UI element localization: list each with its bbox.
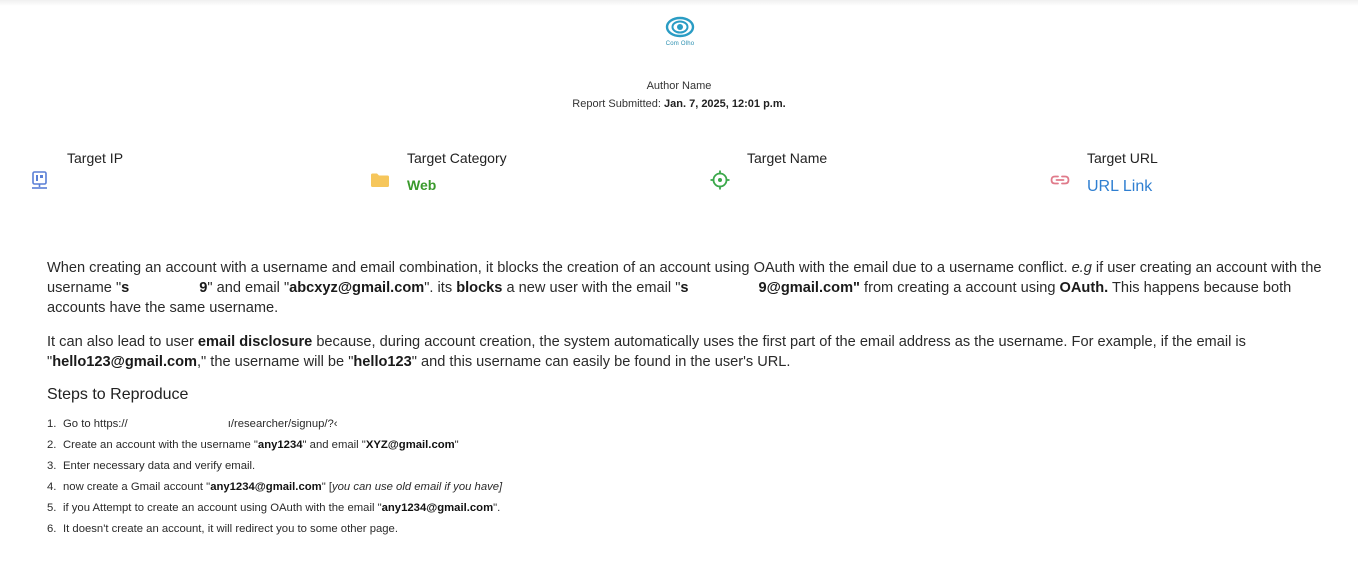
step-2-username: any1234 [257,439,303,451]
p1-text-5: a new user with the email " [502,280,681,296]
author-name: Author Name [646,80,712,92]
crosshair-icon [710,170,730,190]
server-icon [30,170,50,190]
target-name-label: Target Name [747,150,828,166]
step-number: 3. [47,460,57,472]
folder-icon [370,170,390,190]
step-3-text: Enter necessary data and verify email. [63,460,256,472]
step-2-text-c: " [454,439,459,451]
step-5-text-a: if you Attempt to create an account using OAuth with the email " [63,502,382,514]
p1-email-2-start: s [680,280,689,296]
step-item [47,477,502,498]
eye-logo-icon [665,16,695,40]
logo-text: Com Olho [665,41,695,47]
step-number: 1. [47,418,57,430]
step-1-text-a: Go to https:// [63,418,128,430]
report-submitted [0,98,1358,110]
top-bar [0,0,1358,6]
p2-text-3: ," the username will be " [197,354,354,370]
description-paragraph-1 [47,258,1337,318]
step-4-email: any1234@gmail.com [210,481,322,493]
step-2-text-b: " and email " [302,439,366,451]
p2-text-2: because, during account creation, the system automatically uses the first part of the email address as the username. For example, if the email is " [47,334,1246,370]
step-2-email: XYZ@gmail.com [365,439,455,451]
step-item [47,435,502,456]
p1-eg: e.g [1071,260,1092,276]
target-ip [30,150,330,210]
p1-username-end: 9 [199,280,208,296]
company-logo[interactable] [660,16,700,47]
target-category-label: Target Category [407,150,507,166]
submitted-date: Jan. 7, 2025, 12:01 p.m. [664,98,786,110]
p2-email: hello123@gmail.com [52,354,197,370]
p1-username-start: s [121,280,130,296]
description-paragraph-2 [47,332,1337,372]
p1-text-7: This happens because both accounts have the same username. [47,280,1292,316]
step-item [47,456,502,477]
step-4-note: you can use old email if you have] [331,481,503,493]
step-number: 2. [47,439,57,451]
target-url [1050,150,1350,210]
p1-text-2: if user creating an account with the username " [47,260,1322,296]
p2-text-1: It can also lead to user [47,334,198,350]
steps-list [47,414,502,540]
step-4-text-b: " [ [321,481,332,493]
step-2-text-a: Create an account with the username " [63,439,258,451]
p1-text-1: When creating an account with a username and email combination, it blocks the creation of an account using OAuth with the email due to a username conflict. [47,260,1072,276]
target-url-label: Target URL [1087,150,1158,166]
p2-email-disclosure: email disclosure [197,334,313,350]
submitted-label: Report Submitted: [572,98,661,110]
p1-blocks: blocks [456,280,503,296]
target-category-value: Web [407,177,437,193]
p2-username: hello123 [353,354,412,370]
target-category [370,150,670,210]
target-url-link[interactable]: URL Link [1087,178,1153,195]
step-item [47,498,502,519]
p1-email-1: abcxyz@gmail.com [289,280,425,296]
step-4-text-a: now create a Gmail account " [63,481,211,493]
step-item [47,414,502,435]
step-number: 4. [47,481,57,493]
p1-text-3: " and email " [207,280,290,296]
p1-oauth: OAuth. [1059,280,1109,296]
step-item [47,519,502,540]
p1-text-6: from creating a account using [859,280,1060,296]
step-5-text-b: ". [493,502,501,514]
target-name [710,150,1010,210]
step-number: 5. [47,502,57,514]
p2-text-4: " and this username can easily be found in the user's URL. [411,354,791,370]
target-ip-label: Target IP [67,150,124,166]
link-icon [1050,170,1070,190]
step-number: 6. [47,523,57,535]
steps-heading: Steps to Reproduce [47,386,189,403]
step-5-email: any1234@gmail.com [381,502,494,514]
p1-email-2-end: 9@gmail.com" [758,280,860,296]
p1-text-4: ". its [424,280,457,296]
step-1-text-b: ı/researcher/signup/?‹ [227,418,338,430]
step-6-text: It doesn't create an account, it will redirect you to some other page. [63,523,398,535]
